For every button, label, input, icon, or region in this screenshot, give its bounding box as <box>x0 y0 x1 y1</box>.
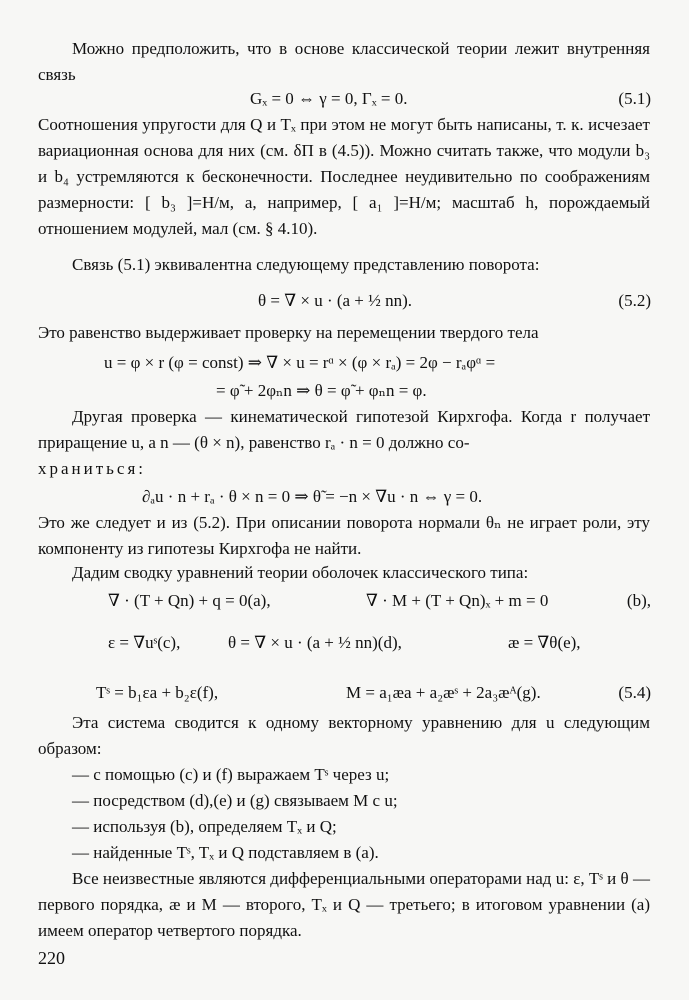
equation-5-1: Gₓ = 0 ⇔ γ = 0, Γₓ = 0. <box>250 89 408 108</box>
equation-system-f: Tˢ = b₁εa + b₂ε(f), <box>96 683 219 702</box>
equation-number-5-2: (5.2) <box>618 291 651 310</box>
list-item: — посредством (d),(e) и (g) связываем M с u; <box>72 791 398 810</box>
list-item: — найденные Tˢ, Tₓ и Q подставляем в (a). <box>72 843 379 862</box>
paragraph-constraint: Связь (5.1) эквивалентна следующему представлению поворота: <box>72 255 540 274</box>
paragraph-operators: Все неизвестные являются дифференциальными операторами над u: ε, Tˢ и θ — первого порядка, æ и M — второго, Tₓ и Q — третьего; в итоговом уравнении (a) имеем оператор четвертого порядка. <box>38 869 650 940</box>
paragraph-kirchhoff-end: храниться: <box>38 459 147 478</box>
equation-number-5-1: (5.1) <box>618 89 651 108</box>
paragraph-intro: Можно предположить, что в основе классической теории лежит внутренняя связь <box>38 39 650 84</box>
equation-system-b: ∇ · M + (T + Qn)ₓ + m = 0 <box>366 591 549 610</box>
equation-system-g: M = a₁æa + a₂æˢ + 2a₃æᴬ(g). <box>346 683 541 702</box>
equation-system-a: ∇ · (T + Qn) + q = 0(a), <box>108 591 271 610</box>
paragraph-kirchhoff: Другая проверка — кинематической гипотезой Кирхгофа. Когда r получает приращение u, а n — (θ × n), равенство rₐ · n = 0 должно со- <box>38 407 650 452</box>
equation-5-2: θ = ∇ × u · (a + ½ nn). <box>258 291 413 310</box>
equation-rigid-line-1: u = φ × r (φ = const) ⇒ ∇ × u = rᵅ × (φ × rₐ) = 2φ − rₐφᵅ = <box>104 353 496 372</box>
equation-system-b-tag: (b), <box>626 591 651 610</box>
equation-rigid-line-2: = φ̃ + 2φₙn ⇒ θ = φ̃ + φₙn = φ. <box>216 381 427 400</box>
paragraph-summary: Дадим сводку уравнений теории оболочек классического типа: <box>72 563 529 582</box>
paragraph-rigid-body: Это равенство выдерживает проверку на перемещении твердого тела <box>38 323 539 342</box>
equation-system-d: θ = ∇ × u · (a + ½ nn)(d), <box>228 633 402 652</box>
list-item: — с помощью (c) и (f) выражаем Tˢ через u; <box>72 765 390 784</box>
paragraph-normal-rotation: Это же следует и из (5.2). При описании поворота нормали θₙ не играет роли, эту компоненту из гипотезы Кирхгофа не найти. <box>38 513 650 558</box>
paragraph-reduction: Эта система сводится к одному векторному уравнению для u следующим образом: <box>38 713 650 758</box>
equation-kirchhoff: ∂ₐu · n + rₐ · θ × n = 0 ⇒ θ̃ = −n × ∇u · n ⇔ γ = 0. <box>142 487 483 506</box>
page-number: 220 <box>38 948 65 968</box>
equation-system-c: ε = ∇uˢ(c), <box>108 633 181 652</box>
equation-system-e: æ = ∇θ(e), <box>508 633 581 652</box>
equation-number-5-4: (5.4) <box>618 683 651 702</box>
paragraph-elasticity: Соотношения упругости для Q и Tₓ при этом не могут быть написаны, т. к. исчезает вариационная основа для них (см. δΠ в (4.5)). Можно считать также, что модули b₃ и b₄ устремляются к бесконечности. Последнее неудивительно по соображениям размерности: [ b₃ ]=Н/м, а, например, [ a₁ ]=Н/м; масштаб h, порождаемый отношением модулей, мал (см. § 4.10). <box>38 115 650 238</box>
list-item: — используя (b), определяем Tₓ и Q; <box>72 817 337 836</box>
